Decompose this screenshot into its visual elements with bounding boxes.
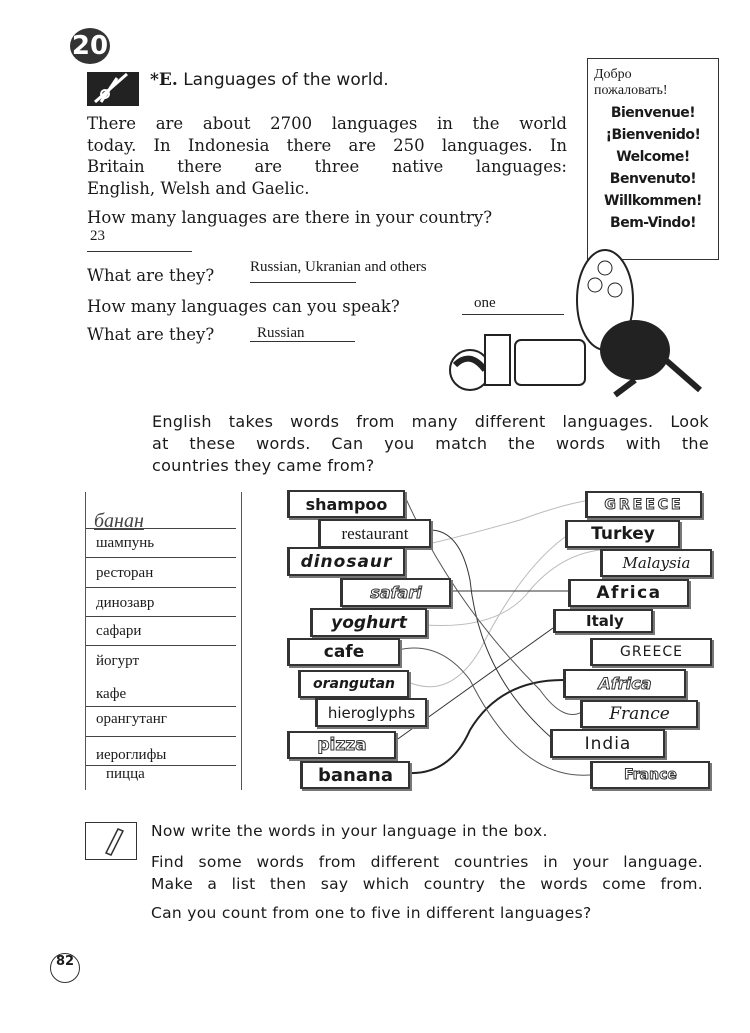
list-line [86, 616, 236, 617]
word-card-restaurant[interactable]: restaurant [318, 519, 431, 548]
word-card-orangutan[interactable]: orangutan [298, 670, 409, 698]
list-item: кафе [96, 686, 127, 702]
sign-line: Bem-Vindo! [610, 215, 696, 231]
country-card-india[interactable]: India [550, 729, 665, 758]
question-1: How many languages are there in your country? [87, 208, 493, 227]
intro-paragraph [87, 113, 567, 199]
exercise-title-text: Languages of the world. [183, 70, 389, 90]
list-line [86, 706, 236, 707]
word-card-pizza[interactable]: pizza [287, 731, 396, 759]
list-line [86, 528, 236, 529]
sign-line: ¡Bienvenido! [605, 127, 701, 143]
answer-line [250, 282, 356, 283]
question-3: How many languages can you speak? [87, 297, 400, 316]
question-4: What are they? [87, 325, 215, 344]
handwritten-answer[interactable]: банан [94, 510, 144, 532]
list-item: йогурт [96, 653, 140, 669]
country-card-turkey[interactable]: Turkey [565, 520, 680, 548]
answer-list-box[interactable] [85, 492, 242, 790]
country-card-malaysia[interactable]: Malaysia [600, 549, 712, 577]
task-2-cont: Make a list then say which country the words come from. [151, 875, 703, 893]
page-number: 82 [50, 953, 80, 983]
match-line [408, 537, 565, 687]
word-card-safari[interactable]: safari [340, 578, 451, 607]
list-line [86, 645, 236, 646]
list-item: иероглифы [96, 747, 167, 763]
list-item: орангутанг [96, 711, 167, 727]
sign-line: Benvenuto! [609, 171, 697, 187]
word-card-yoghurt[interactable]: yoghurt [310, 608, 427, 637]
country-card-africa[interactable]: Africa [568, 579, 689, 607]
paragraph-line: There are about 2700 languages in the world [87, 114, 567, 133]
country-card-france-2[interactable]: France [590, 761, 710, 789]
word-card-dinosaur[interactable]: dinosaur [287, 547, 405, 576]
word-card-hieroglyphs[interactable]: hieroglyphs [315, 698, 427, 727]
list-item: ресторан [96, 565, 154, 581]
word-card-cafe[interactable]: cafe [287, 638, 400, 666]
list-line [86, 736, 236, 737]
country-card-africa-2[interactable]: Africa [563, 669, 686, 698]
match-line [430, 530, 560, 745]
unit-badge: 20 [70, 28, 110, 64]
list-line [86, 557, 236, 558]
matching-instructions [152, 411, 709, 477]
list-item: динозавр [96, 595, 155, 611]
sign-line: Bienvenue! [610, 105, 696, 121]
task-1: Now write the words in your language in the box. [151, 822, 548, 840]
list-line [86, 587, 236, 588]
word-card-shampoo[interactable]: shampoo [287, 490, 405, 518]
answer-4[interactable]: Russian [257, 325, 305, 341]
exercise-letter: *E. [150, 70, 178, 90]
instruction-line: countries they came from? [152, 456, 375, 475]
country-card-greece-2[interactable]: GREECE [590, 638, 712, 666]
paragraph-line: English, Welsh and Gaelic. [87, 178, 310, 198]
match-line [408, 680, 563, 773]
paragraph-line: Britain there are three native languages: [87, 157, 567, 176]
paragraph-line: today. In Indonesia there are 250 languages. In [87, 135, 567, 155]
country-card-france[interactable]: France [580, 700, 698, 728]
sign-line: Welcome! [616, 149, 690, 165]
pencil-icon [85, 822, 137, 860]
list-item: пицца [106, 766, 145, 782]
instruction-line: at these words. Can you match the words with the [152, 434, 709, 453]
task-2: Find some words from different countries in your language. [151, 853, 703, 871]
list-item: шампунь [96, 535, 155, 551]
word-card-banana[interactable]: banana [300, 761, 410, 789]
country-card-italy[interactable]: Italy [553, 609, 653, 633]
sign-line: Добро [594, 67, 632, 82]
answer-3[interactable]: one [474, 295, 496, 311]
exercise-title [150, 70, 389, 90]
sign-line: Willkommen! [604, 193, 702, 209]
task-3: Can you count from one to five in different languages? [151, 904, 592, 922]
answer-1[interactable]: 23 [90, 228, 105, 244]
question-2: What are they? [87, 266, 215, 285]
answer-2[interactable]: Russian, Ukranian and others [250, 259, 427, 275]
welcome-sign [587, 58, 719, 260]
traveller-illustration [445, 240, 715, 400]
instruction-line: English takes words from many different languages. Look [152, 412, 709, 431]
country-card-greece[interactable]: GREECE [585, 491, 702, 518]
sign-line: пожаловать! [594, 83, 668, 98]
answer-line [87, 251, 192, 252]
answer-line [250, 341, 355, 342]
list-item: сафари [96, 623, 142, 639]
scissors-pencil-icon [87, 72, 139, 106]
